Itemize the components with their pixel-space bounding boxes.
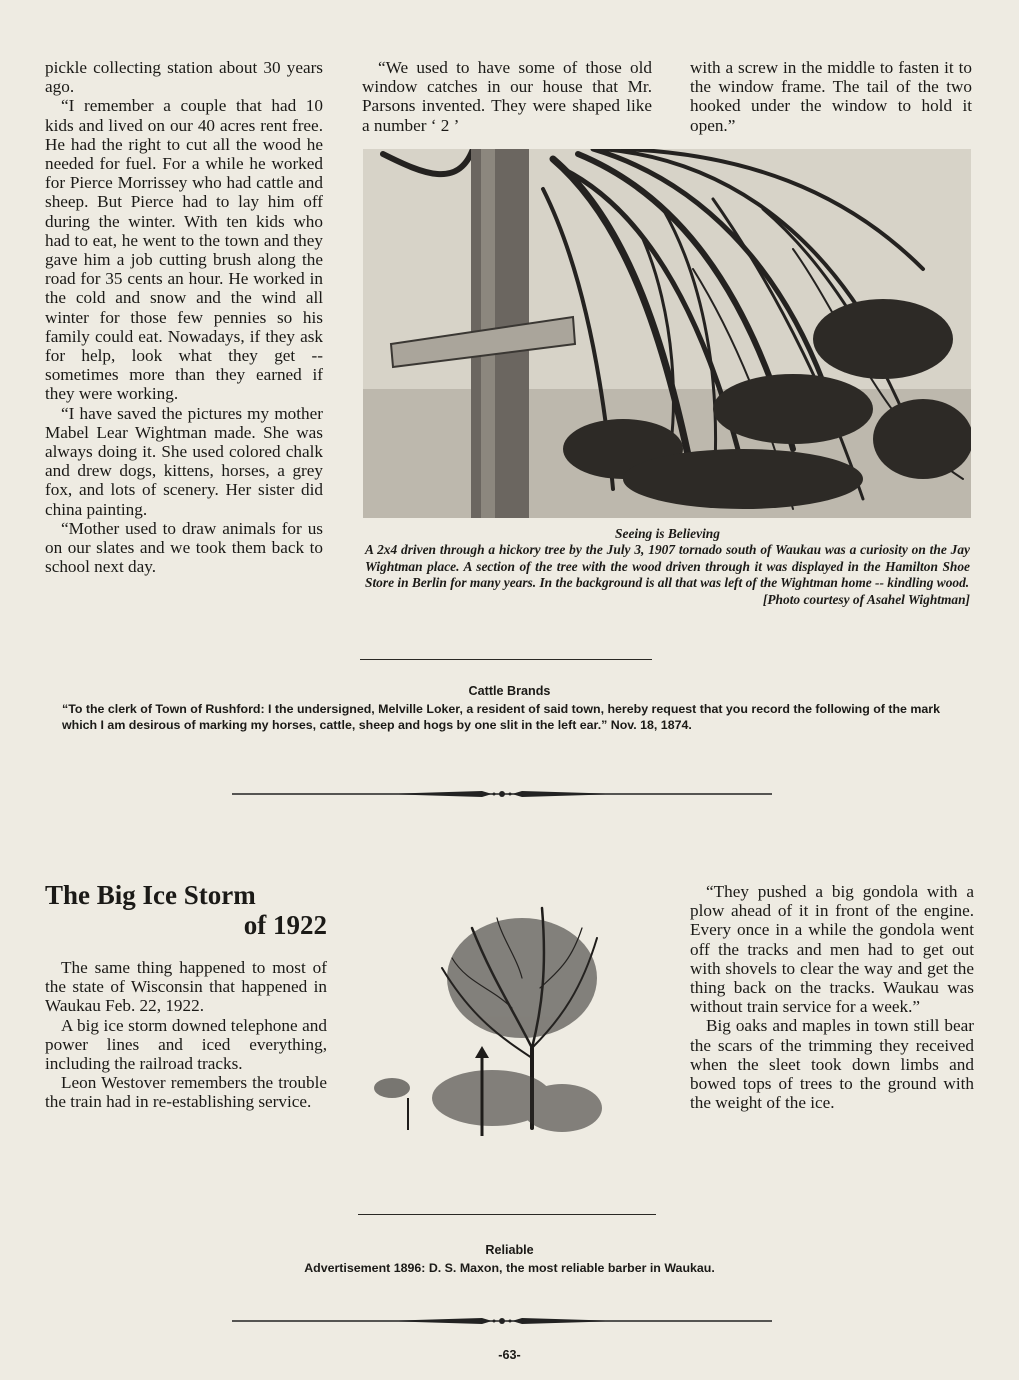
column-1 [45, 58, 323, 576]
ice-storm-title-line1: The Big Ice Storm [45, 880, 256, 910]
paragraph: “They pushed a big gondola with a plow ahead of it in front of the engine. Every once in a while the gondola went off the tracks and men had to get out with shovels to clear the way and get the thing back on the tracks. Waukau was without train service for a week.” [690, 882, 974, 1017]
photo-illustration [363, 149, 971, 518]
column-3 [690, 58, 972, 135]
paragraph: with a screw in the middle to fasten it to the window frame. The tail of the two hooked under the window to hold it open.” [690, 58, 972, 135]
cattle-brands-text: “To the clerk of Town of Rushford: I the undersigned, Melville Loker, a resident of said town, hereby request that you record the following of the mark which I am desirous of marking my horses, cattle, sheep and hogs by one slit in the left ear.” Nov. 18, 1874. [62, 702, 941, 732]
cattle-brands-title: Cattle Brands [468, 684, 551, 698]
tornado-tree-photo [363, 149, 971, 518]
paragraph: “I have saved the pictures my mother Mabel Lear Wightman made. She was always doing it. She used colored chalk and drew dogs, kittens, horses, a grey fox, and lots of scenery. Her sister did china painting. [45, 403, 323, 519]
ornament-divider [232, 787, 772, 801]
paragraph: A big ice storm downed telephone and power lines and iced everything, including the railroad tracks. [45, 1015, 327, 1074]
ice-storm-title-line2: of 1922 [243, 910, 327, 940]
reliable-text: Advertisement 1896: D. S. Maxon, the most reliable barber in Waukau. [304, 1261, 715, 1275]
divider-rule [358, 1214, 656, 1215]
divider-rule [360, 659, 652, 660]
reliable-title: Reliable [485, 1243, 534, 1257]
page-number: -63- [498, 1348, 521, 1362]
ice-storm-left-text [45, 958, 327, 1112]
photo-credit: [Photo courtesy of Asahel Wightman] [762, 591, 970, 607]
paragraph: “I remember a couple that had 10 kids and lived on our 40 acres rent free. He had the right to cut all the wood he needed for fuel. For a while he worked for Pierce Morrissey who had cattle and sheep. But Pierce had to lay him off during the winter. With ten kids who had to eat, he went to the town and they gave him a job cutting brush along the road for 35 cents an hour. He worked in the cold and snow and the wind all winter for those few pennies so his family could eat. Nowadays, if they ask for help, look what they get -- sometimes more than they earned if they were working. [45, 96, 323, 404]
ice-storm-title [45, 880, 327, 940]
paragraph: “Mother used to draw animals for us on our slates and we took them back to school next day. [45, 518, 323, 577]
caption-title: Seeing is Believing [615, 526, 720, 541]
paragraph: Big oaks and maples in town still bear the scars of the trimming they received when the sleet took down limbs and bowed tops of trees to the ground with the weight of the ice. [690, 1016, 974, 1113]
paragraph: “We used to have some of those old window catches in our house that Mr. Parsons invented. They were shaped like a number ‘ 2 ’ [362, 58, 652, 135]
paragraph: The same thing happened to most of the state of Wisconsin that happened in Waukau Feb. 22, 1922. [45, 958, 327, 1016]
paragraph: Leon Westover remembers the trouble the train had in re-establishing service. [45, 1073, 327, 1112]
ice-storm-right-text [690, 882, 974, 1112]
paragraph: pickle collecting station about 30 years ago. [45, 58, 323, 97]
ornament-divider [232, 1314, 772, 1328]
column-2 [362, 58, 652, 135]
caption-text: A 2x4 driven through a hickory tree by the July 3, 1907 tornado south of Waukau was a curiosity on the Jay Wightman place. A section of the tree with the wood driven through it was displayed in the Hamilton Shoe Store in Berlin for many years. In the background is all that was left of the Wightman home -- kindling wood. [365, 542, 970, 591]
photo-caption [365, 526, 970, 608]
ice-tree-illustration [372, 898, 612, 1146]
